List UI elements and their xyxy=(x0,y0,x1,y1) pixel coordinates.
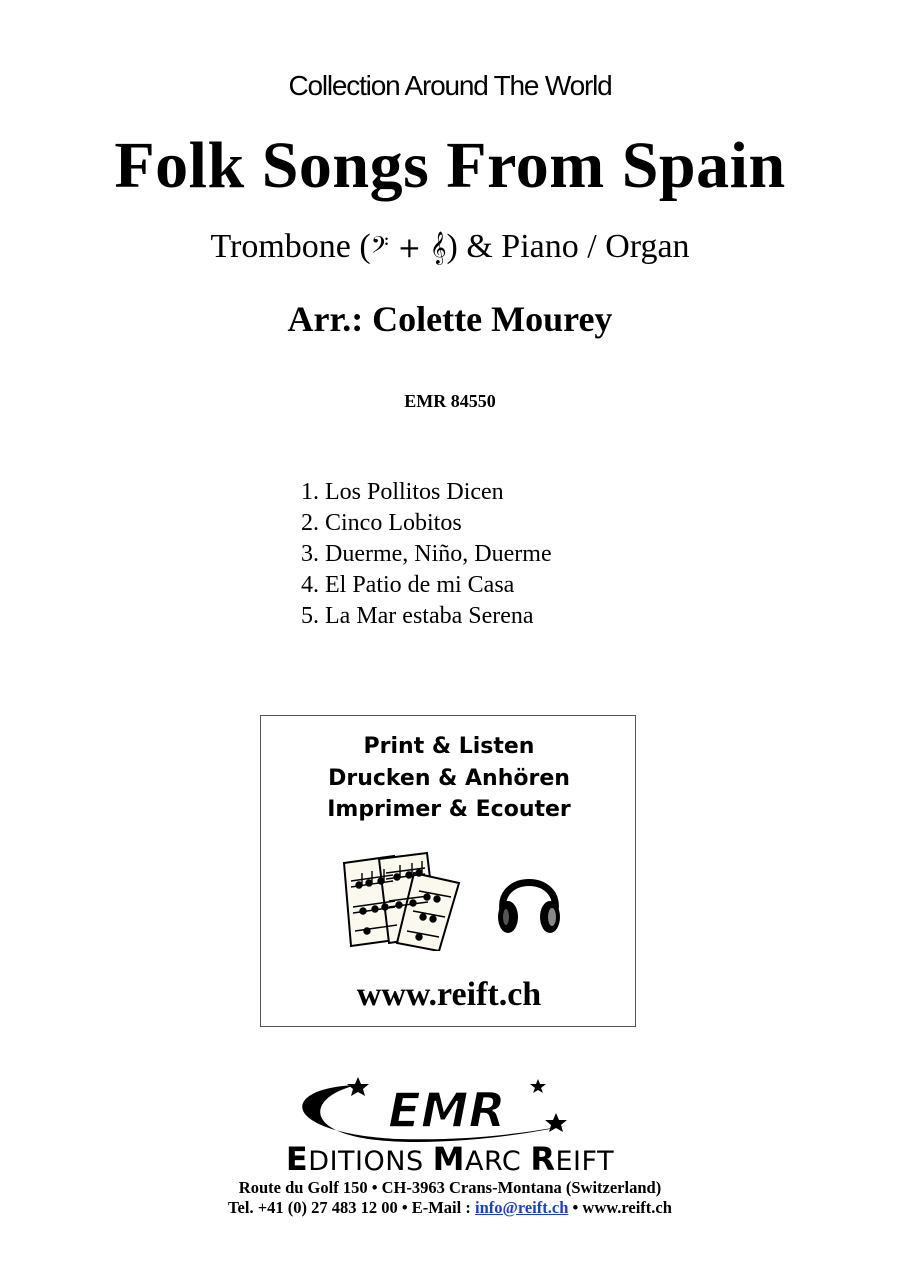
publisher-wordmark xyxy=(0,1140,900,1178)
promo-line-en: Print & Listen xyxy=(363,734,535,759)
wordmark-initial: M xyxy=(432,1140,466,1178)
headphones-icon xyxy=(493,859,565,939)
arranger: Arr.: Colette Mourey xyxy=(287,299,613,339)
publisher-address: Route du Golf 150 • CH-3963 Crans-Montana (Switzerland) xyxy=(238,1178,662,1197)
song-list xyxy=(301,477,552,632)
logo-text: EMR xyxy=(388,1083,506,1139)
email-link[interactable]: info@reift.ch xyxy=(474,1198,569,1217)
catalog-number: EMR 84550 xyxy=(404,391,496,411)
contact-website: • www.reift.ch xyxy=(568,1198,672,1217)
instrumentation-suffix: ) & Piano / Organ xyxy=(446,228,690,265)
list-item: 3. Duerme, Niño, Duerme xyxy=(301,541,552,567)
wordmark-part: ARC xyxy=(465,1146,531,1177)
series-title: Collection Around The World xyxy=(288,70,612,101)
promo-line-fr: Imprimer & Ecouter xyxy=(327,797,571,822)
list-item: 5. La Mar estaba Serena xyxy=(301,603,534,629)
sheet-music-icon xyxy=(339,851,469,951)
instrumentation xyxy=(0,228,900,266)
wordmark-part: DITIONS xyxy=(308,1146,433,1177)
page-title: Folk Songs From Spain xyxy=(114,129,786,202)
website-link[interactable]: www.reift.ch xyxy=(356,976,542,1013)
contact-phone: Tel. +41 (0) 27 483 12 00 • E-Mail : xyxy=(228,1198,475,1217)
list-item: 4. El Patio de mi Casa xyxy=(301,572,515,598)
clef-symbols: 𝄢 + 𝄞 xyxy=(370,231,447,264)
wordmark-initial: R xyxy=(530,1140,556,1178)
list-item: 2. Cinco Lobitos xyxy=(301,510,462,536)
wordmark-part: EIFT xyxy=(555,1146,615,1177)
publisher-contact xyxy=(0,1198,900,1218)
promo-line-de: Drucken & Anhören xyxy=(328,766,570,791)
wordmark-initial: E xyxy=(285,1140,309,1178)
list-item: 1. Los Pollitos Dicen xyxy=(301,479,504,505)
instrumentation-prefix: Trombone ( xyxy=(210,228,371,265)
print-listen-box[interactable] xyxy=(260,715,636,1027)
